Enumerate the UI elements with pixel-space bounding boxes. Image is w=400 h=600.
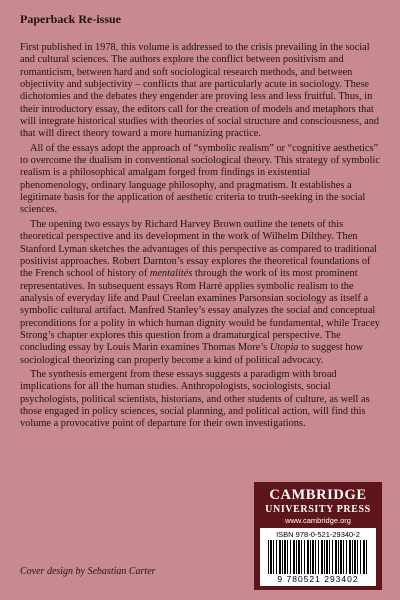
isbn-text: ISBN 978-0-521-29340-2 xyxy=(276,530,360,539)
publisher-box xyxy=(254,482,382,590)
paragraph-3 xyxy=(20,219,380,367)
reissue-label: Paperback Re-issue xyxy=(20,12,121,26)
barcode-icon xyxy=(268,540,368,574)
paragraph-3-part-a: The opening two essays by Richard Harvey Brown outline the tenets of this theoretical perspective and its development in the work of Wilhelm Dilthey. Then Stanford Lyman sketches the advantages of this perspective as compared to traditional positivist approaches. Robert Darnton’s essay explores the theoretical foundations of the French school of history of xyxy=(20,218,378,280)
barcode-panel xyxy=(260,528,376,586)
paragraph-3-part-b: through the work of its most prominent representatives. In subsequent essays Rom Harré applies symbolic realism to the analysis of everyday life and Paul Creelan examines Parsonsian sociology as itself a symbolic cultural artifact. Manfred Stanley’s essay analyzes the social and conceptual preconditions for a polity in which human dignity would be fundamental, while Tracey Strong’s chapter explores this question from a dramaturgical perspective. The concluding essay by Louis Marin examines Thomas More’s xyxy=(20,268,380,354)
paragraph-2: All of the essays adopt the approach of “symbolic realism” or “cognitive aesthetics” to overcome the dualism in conventional sociological theory. This strategy of symbolic realism is a philosophical amalgam forged from findings in existential phenomenology, ordinary language philosophy, and pragmatism. It establishes a legitimate basis for the application of aesthetic criteria to truth-seeking in the social sciences. xyxy=(20,142,380,216)
publisher-subname: UNIVERSITY PRESS xyxy=(265,504,371,515)
paragraph-3-part-c: to suggest how sociological theorizing can properly become a kind of political advocacy. xyxy=(20,342,364,366)
cover-credit: Cover design by Sebastian Carter xyxy=(20,566,156,577)
paragraph-4: The synthesis emergent from these essays suggests a paradigm with broad implications for all the human studies. Anthropologists, sociologists, social psychologists, political scientists, historians, and other students of culture, as well as those engaged in policy sciences, social planning, and political action, will find this volume a provocative point of departure for their own investigations. xyxy=(20,368,370,430)
paragraph-1: First published in 1978, this volume is addressed to the crisis prevailing in the social and cultural sciences. The authors explore the conflict between positivism and romanticism, between hard and soft sociological research methods, and between objectivity and subjectivity – conflicts that are particularly acute in sociology. These dichotomies and the debates they engender are proving less and less fruitful. Thus, in their introductory essay, the editors call for the creation of models and metaphors that will integrate historical studies with theories of social structure and consciousness, and that will direct theory toward a more humanizing practice. xyxy=(20,42,380,140)
publisher-name: CAMBRIDGE xyxy=(269,487,367,503)
publisher-url: www.cambridge.org xyxy=(285,516,351,525)
paragraph-3-term-mentalites: mentalités xyxy=(149,268,193,280)
ean-digits: 9 780521 293402 xyxy=(277,574,359,584)
paragraph-3-title-utopia: Utopia xyxy=(269,342,299,354)
blurb-text xyxy=(20,42,380,433)
